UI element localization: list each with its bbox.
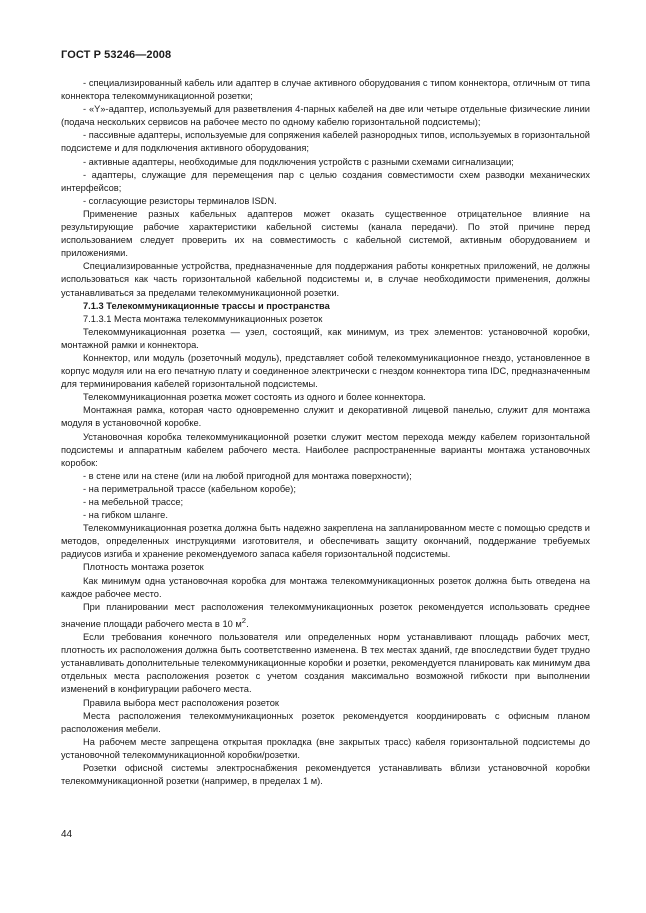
paragraph: - пассивные адаптеры, используемые для сопряжения кабелей разнородных типов, используемых в горизонтальной подсистеме и для подключения активного оборудования; [61,130,590,154]
paragraph: Места расположения телекоммуникационных розеток рекомендуется координировать с офисным планом расположения мебели. [61,710,590,734]
paragraph-with-superscript [61,601,590,631]
page-number: 44 [61,829,73,840]
paragraph: - согласующие резисторы терминалов ISDN. [83,195,277,206]
superscript: 2 [241,615,247,625]
paragraph: Коннектор, или модуль (розеточный модуль), представляет собой телекоммуникационное гнездо, установленное в корпус модуля или на его печатную плату и соединенное электрически с гнездом коннектора типа IDC, предназначенным для терминирования кабелей горизонтальной подсистемы. [61,352,590,390]
paragraph: - активные адаптеры, необходимые для подключения устройств с разными схемами сигнализации; [83,156,514,167]
paragraph: - «Y»-адаптер, используемый для разветвления 4-парных кабелей на две или четыре отдельные физические линии (подача нескольких сервисов на рабочее место по одному кабелю горизонтальной подсистемы); [61,104,590,128]
subsection-heading: 7.1.3.1 Места монтажа телекоммуникационных розеток [83,313,323,324]
paragraph: Установочная коробка телекоммуникационной розетки служит местом перехода между кабелем горизонтальной подсистемы и аппаратным кабелем рабочего места. Наиболее распространенные варианты монтажа установочных коробок: [61,431,590,468]
paragraph: - специализированный кабель или адаптер в случае активного оборудования с типом коннектора, отличным от типа коннектора телекоммуникационной розетки; [61,78,590,102]
paragraph: Монтажная рамка, которая часто одновременно служит и декоративной лицевой панелью, служит для монтажа модуля в установочной коробке. [61,405,590,429]
paragraph: Применение разных кабельных адаптеров может оказать существенное отрицательное влияние на результирующие рабочие характеристики кабельной системы (канала передачи). По этой причине перед использованием следует проверить их на совместимость с кабельной системой, активным оборудованием и приложениями. [61,208,590,259]
paragraph: Если требования конечного пользователя или определенных норм устанавливают площадь рабочих мест, плотность их расположения должна быть соответственно изменена. В тех местах зданий, где впоследствии будет трудно устанавливать дополнительные телекоммуникационные коробки и розетки, рекомендуется планировать как минимум два отдельных места расположения розеток с учетом создания максимально возможной гибкости при выполнении изменений в конфигурации рабочего места. [61,632,590,695]
document-header: ГОСТ Р 53246—2008 [61,49,172,61]
paragraph: Как минимум одна установочная коробка для монтажа телекоммуникационных розеток должна быть отведена на каждое рабочее место. [61,575,590,599]
section-heading: 7.1.3 Телекоммуникационные трассы и пространства [83,300,330,311]
list-item: - в стене или на стене (или на любой пригодной для монтажа поверхности); [83,470,412,481]
document-body [61,77,590,788]
paragraph-tail: . [246,618,249,629]
list-item: - на гибком шланге. [83,510,168,521]
paragraph: Специализированные устройства, предназначенные для поддержания работы конкретных приложений, не должны использоваться как часть горизонтальной кабельной подсистемы и, в случае необходимости применения, должны устанавливаться за пределами телекоммуникационной розетки. [61,261,590,298]
subheading-plain: Плотность монтажа розеток [83,562,204,573]
list-item: - на мебельной трассе; [83,497,184,507]
paragraph: - адаптеры, служащие для перемещения пар с целью создания совместимости схем разводки механических интерфейсов; [61,169,590,193]
paragraph: Телекоммуникационная розетка должна быть надежно закреплена на запланированном месте с помощью средств и методов, определенных инструкциями изготовителя, и обеспечивать защиту окончаний, поддержание требуемых радиусов изгиба и хранение рекомендуемого запаса кабеля горизонтальной подсистемы. [61,523,590,560]
paragraph: Телекоммуникационная розетка — узел, состоящий, как минимум, из трех элементов: установочной коробки, монтажной рамки и коннектора. [61,326,590,350]
subheading-plain: Правила выбора мест расположения розеток [83,697,279,708]
paragraph: Телекоммуникационная розетка может состоять из одного и более коннектора. [83,392,426,403]
paragraph-text: При планировании мест расположения телекоммуникационных розеток рекомендуется использовать среднее значение площади рабочего места в 10 м [61,601,590,629]
paragraph: На рабочем месте запрещена открытая прокладка (вне закрытых трасс) кабеля горизонтальной подсистемы до установочной телекоммуникационной коробки/розетки. [61,736,590,760]
paragraph: Розетки офисной системы электроснабжения рекомендуется устанавливать вблизи установочной коробки телекоммуникационной розетки (например, в пределах 1 м). [61,762,590,787]
list-item: - на периметральной трассе (кабельном коробе); [83,483,296,494]
